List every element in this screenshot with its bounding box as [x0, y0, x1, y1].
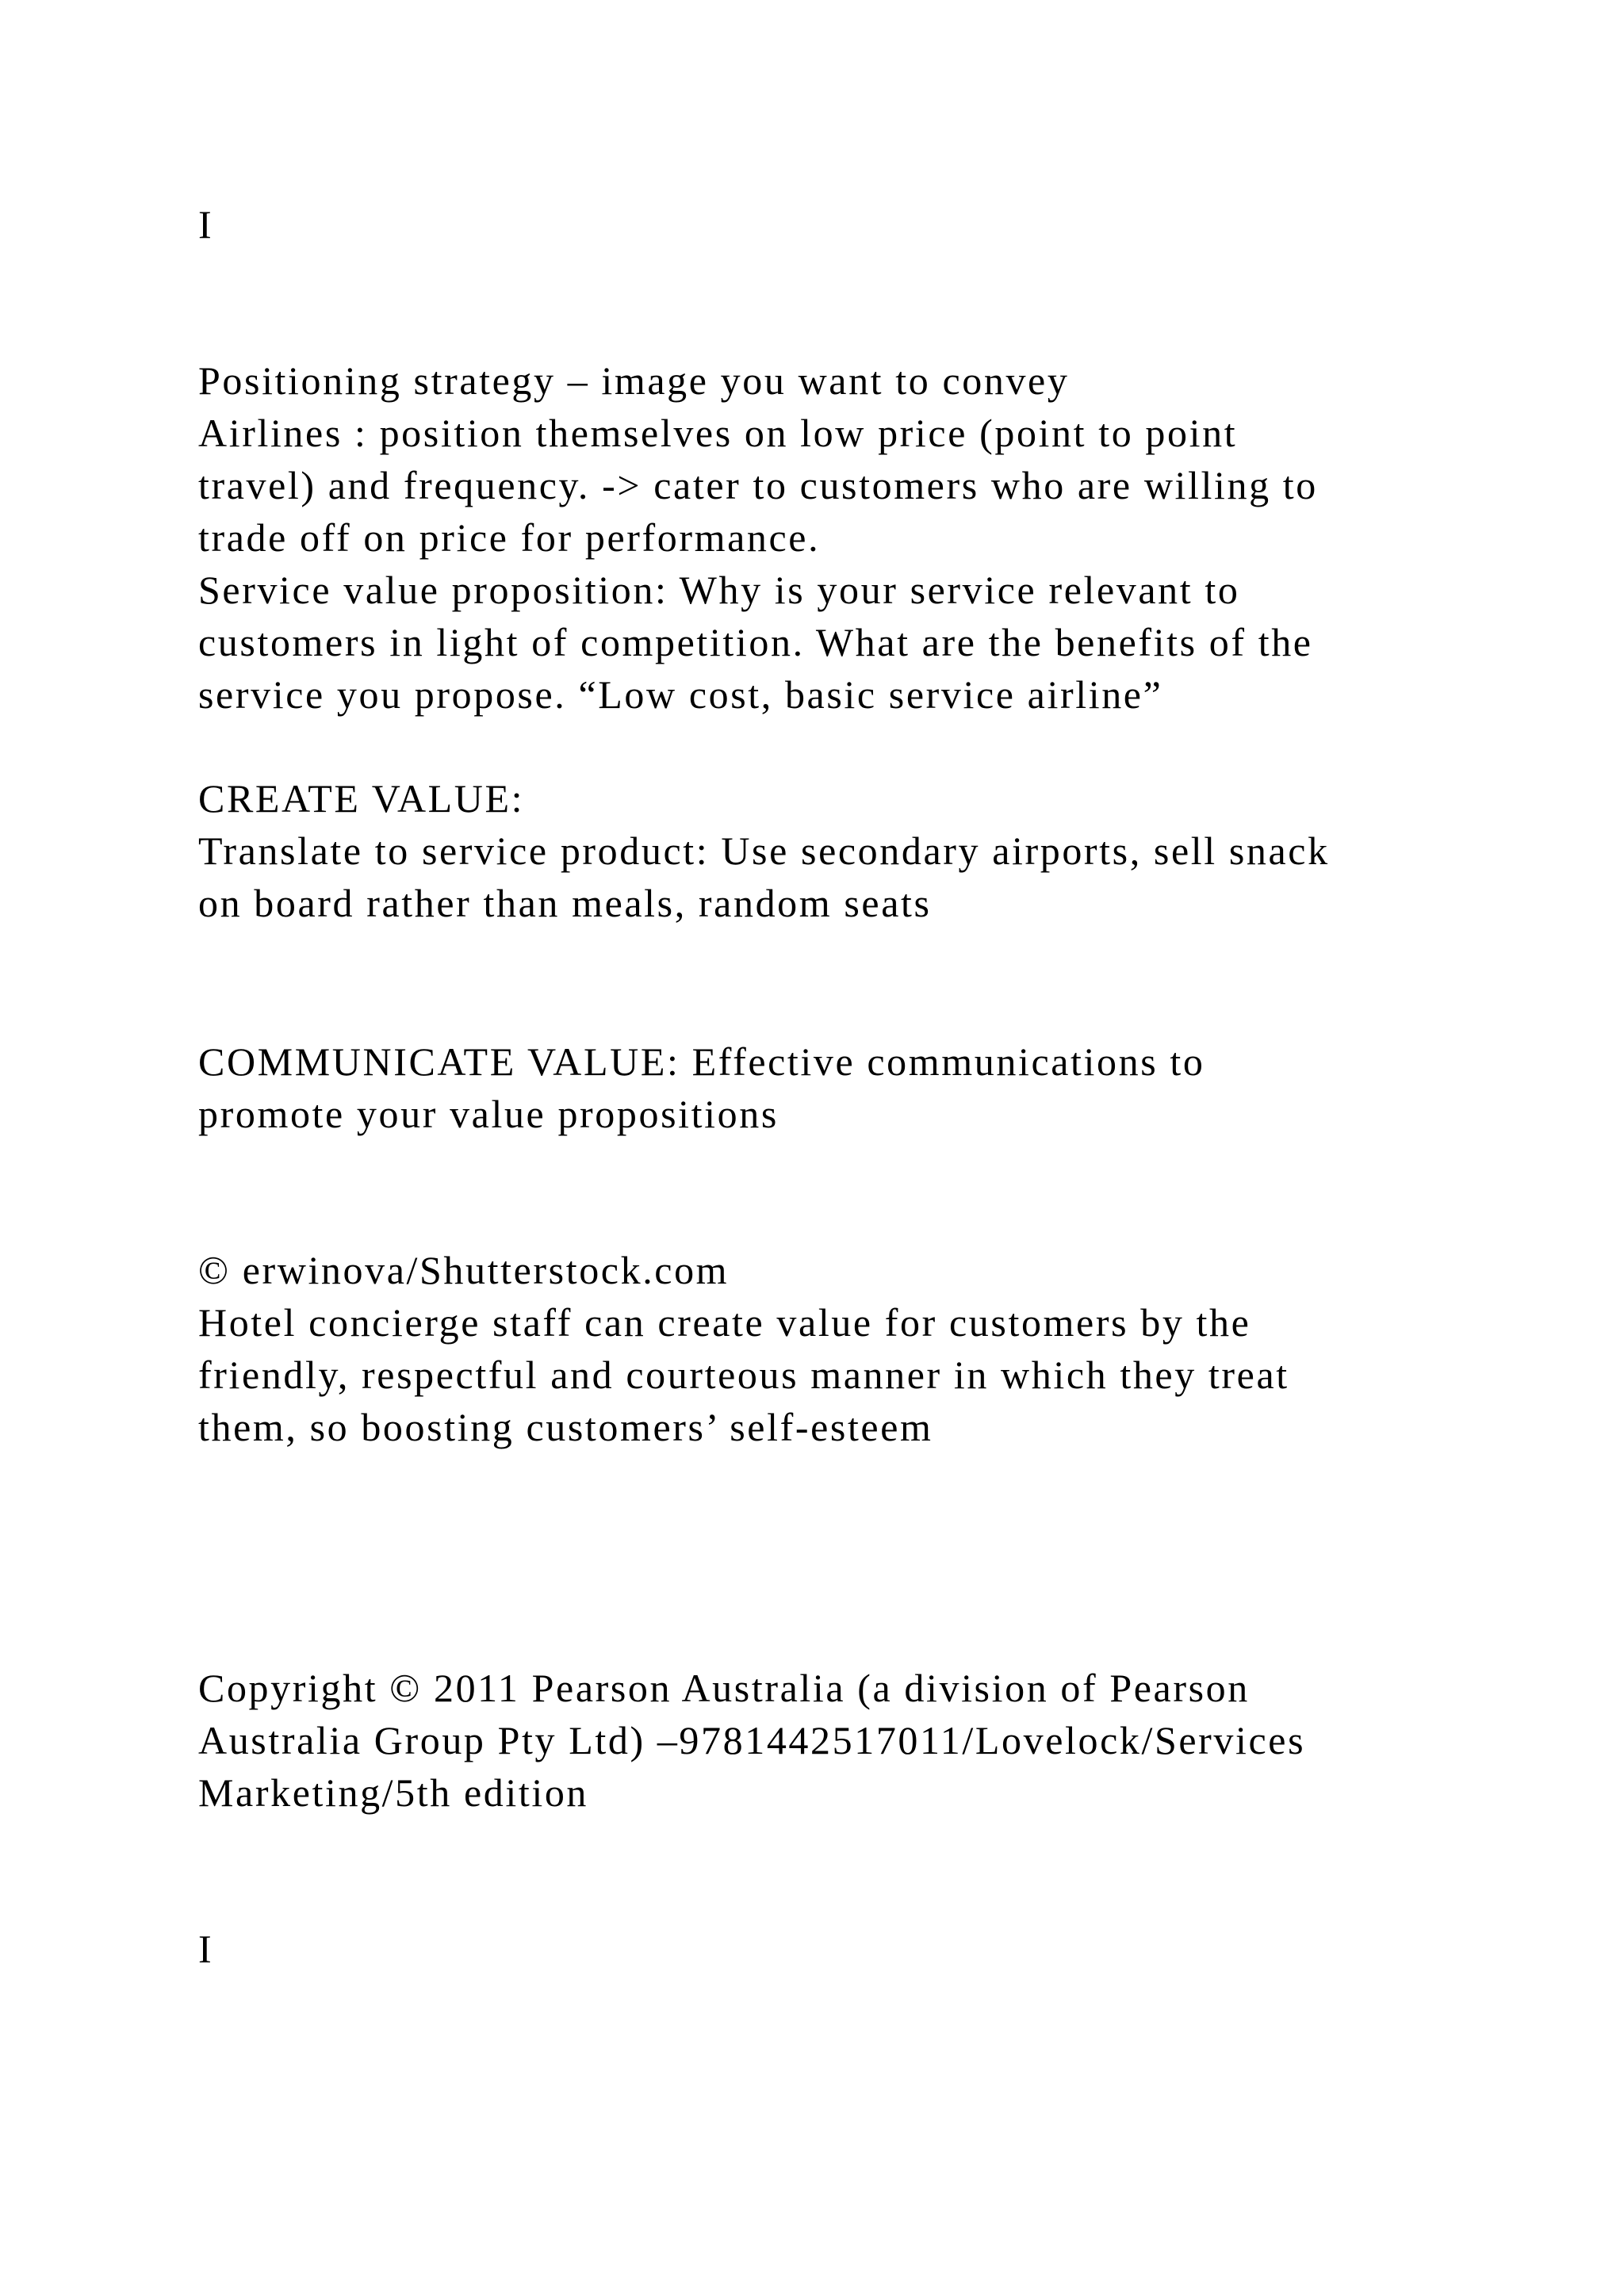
- paragraph-line: service you propose. “Low cost, basic service airline”: [198, 672, 1163, 717]
- paragraph-line: Airlines : position themselves on low price (point to point: [198, 411, 1238, 455]
- copyright-notice: [198, 1662, 1499, 1819]
- caption-line: them, so boosting customers’ self-esteem: [198, 1405, 933, 1449]
- positioning-section: [198, 354, 1499, 721]
- marker-text: I: [198, 202, 214, 247]
- caption-line: Hotel concierge staff can create value for customers by the: [198, 1300, 1251, 1345]
- paragraph-line: travel) and frequency. -> cater to customers who are willing to: [198, 463, 1318, 507]
- image-credit: © erwinova/Shutterstock.com: [198, 1248, 730, 1292]
- caption-line: friendly, respectful and courteous manner in which they treat: [198, 1353, 1289, 1397]
- communicate-value-section: [198, 1035, 1499, 1140]
- create-value-section: [198, 772, 1499, 929]
- paragraph-line: Translate to service product: Use secondary airports, sell snack: [198, 828, 1330, 873]
- image-caption-section: [198, 1244, 1499, 1453]
- paragraph-line: on board rather than meals, random seats: [198, 881, 932, 925]
- copyright-line: Copyright © 2011 Pearson Australia (a division of Pearson: [198, 1666, 1250, 1710]
- create-value-heading: CREATE VALUE:: [198, 776, 525, 821]
- copyright-line: Marketing/5th edition: [198, 1770, 589, 1815]
- copyright-line: Australia Group Pty Ltd) –9781442517011/Lovelock/Services: [198, 1718, 1306, 1762]
- paragraph-line: trade off on price for performance.: [198, 515, 821, 560]
- paragraph-line: promote your value propositions: [198, 1092, 779, 1136]
- paragraph-line: Service value proposition: Why is your service relevant to: [198, 568, 1240, 612]
- positioning-heading: Positioning strategy – image you want to convey: [198, 358, 1070, 403]
- bottom-marker: [198, 1923, 1499, 1975]
- paragraph-line: customers in light of competition. What are the benefits of the: [198, 620, 1313, 664]
- marker-text: I: [198, 1927, 214, 1971]
- top-marker: [198, 198, 1499, 251]
- communicate-value-heading: COMMUNICATE VALUE: Effective communications to: [198, 1039, 1205, 1084]
